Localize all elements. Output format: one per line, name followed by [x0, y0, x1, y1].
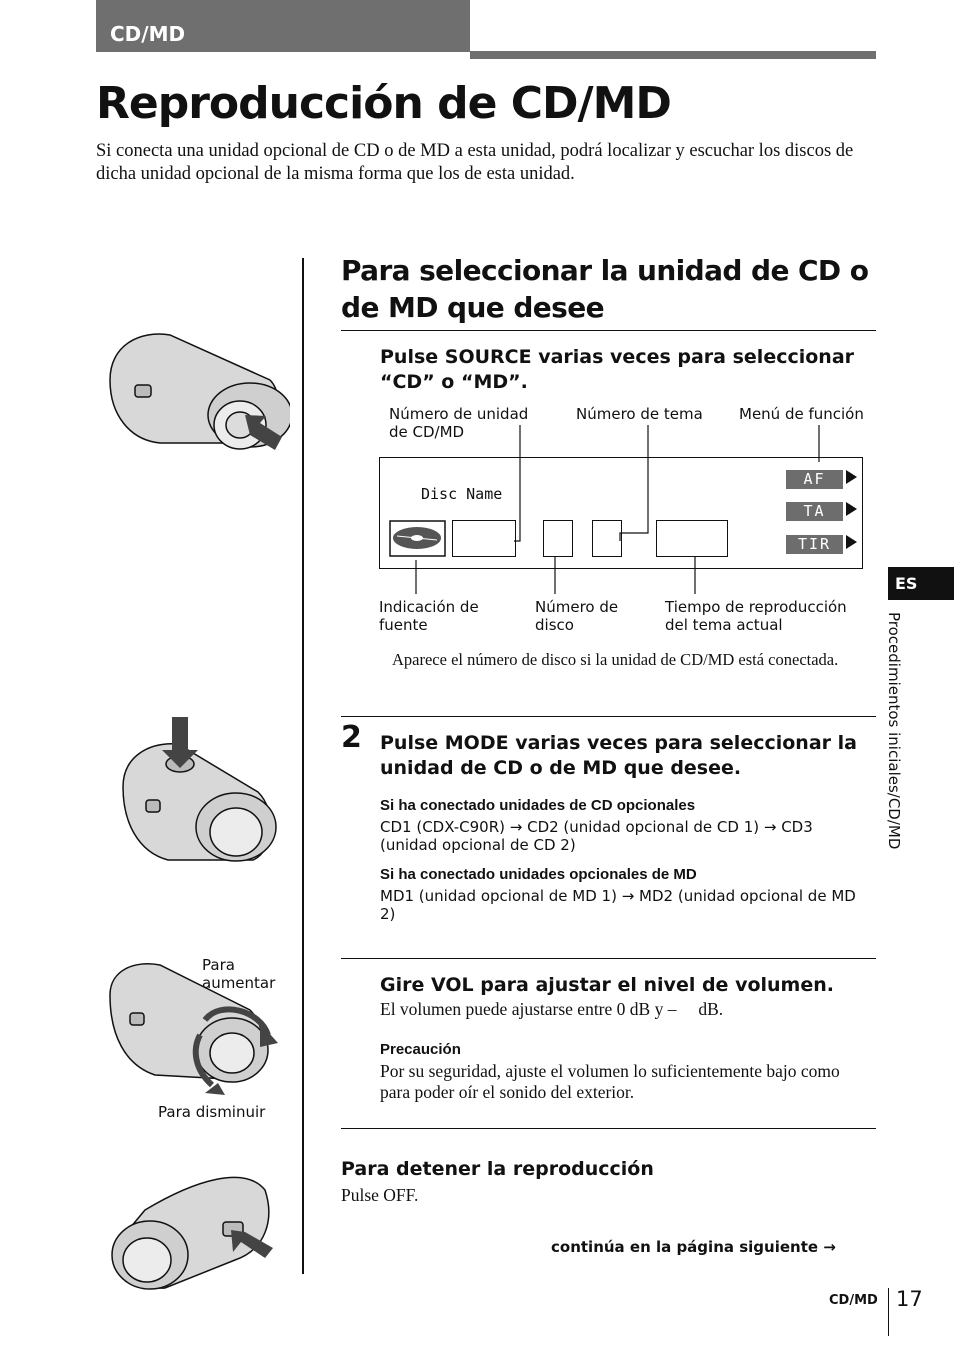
- label-unit-number: Número de unidad de CD/MD: [389, 405, 529, 441]
- label-function-menu: Menú de función: [739, 405, 864, 423]
- section-tab-label: CD/MD: [110, 22, 186, 46]
- column-divider: [302, 258, 304, 1274]
- menu-tir: TIR: [786, 535, 843, 554]
- footer-divider: [888, 1288, 889, 1336]
- step3-text: El volumen puede ajustarse entre 0 dB y – dB.: [380, 999, 724, 1019]
- header-rule: [470, 51, 876, 59]
- stop-text: Pulse OFF.: [341, 1185, 419, 1205]
- caution-heading: Precaución: [380, 1041, 461, 1058]
- section-heading: Para seleccionar la unidad de CD o de MD que desee: [341, 254, 869, 324]
- md-units-heading: Si ha conectado unidades opcionales de MD: [380, 866, 697, 883]
- stop-heading: Para detener la reproducción: [341, 1158, 654, 1180]
- decrease-label: Para disminuir: [158, 1103, 266, 1121]
- increase-label: Para aumentar: [202, 956, 276, 992]
- callout-lines: [379, 420, 879, 600]
- step1-rule: [341, 716, 876, 717]
- menu-ta: TA: [786, 502, 843, 521]
- cd-units-heading: Si ha conectado unidades de CD opcionales: [380, 797, 696, 814]
- menu-af: AF: [786, 470, 843, 489]
- step2-rule: [341, 958, 876, 959]
- language-tab-label: ES: [895, 574, 918, 593]
- off-knob-illustration: [105, 1160, 295, 1295]
- cd-units-text: CD1 (CDX-C90R) → CD2 (unidad opcional de CD 1) → CD3 (unidad opcional de CD 2): [380, 818, 813, 854]
- step2-number: 2: [341, 720, 362, 755]
- label-source-indication: Indicación de fuente: [379, 598, 479, 634]
- caution-text: Por su seguridad, ajuste el volumen lo suficientemente bajo como para poder oír el sonido del exterior.: [380, 1061, 840, 1102]
- step3-number: 3: [341, 968, 362, 1003]
- step3-rule: [341, 1128, 876, 1129]
- step3-title: Gire VOL para ajustar el nivel de volumen.: [380, 974, 834, 996]
- step2-title: Pulse MODE varias veces para seleccionar la unidad de CD o de MD que desee.: [380, 732, 857, 779]
- chapter-side-text: Procedimientos iniciales/CD/MD: [885, 612, 903, 850]
- label-disc-number: Número de disco: [535, 598, 619, 634]
- continue-note: continúa en la página siguiente →: [551, 1238, 836, 1256]
- page-number: 17: [896, 1287, 923, 1311]
- md-units-text: MD1 (unidad opcional de MD 1) → MD2 (unidad opcional de MD 2): [380, 887, 856, 923]
- lcd-disc-name: Disc Name: [421, 485, 503, 503]
- page-title: Reproducción de CD/MD: [96, 78, 671, 129]
- label-playback-time: Tiempo de reproducción del tema actual: [665, 598, 847, 634]
- language-tab: [888, 567, 954, 600]
- step1-note: Aparece el número de disco si la unidad de CD/MD está conectada.: [392, 650, 839, 669]
- chapter-side-label: [885, 612, 903, 877]
- intro-paragraph: Si conecta una unidad opcional de CD o de MD a esta unidad, podrá localizar y escuchar los discos de dicha unidad opcional de la misma forma que los de esta unidad.: [96, 141, 854, 184]
- source-knob-illustration: [100, 325, 290, 455]
- label-track-number: Número de tema: [576, 405, 703, 423]
- step1-number: 1: [341, 348, 362, 383]
- footer-section: CD/MD: [829, 1293, 878, 1308]
- step1-title: Pulse SOURCE varias veces para seleccionar “CD” o “MD”.: [380, 346, 855, 393]
- section-tab: [96, 0, 470, 52]
- mode-knob-illustration: [108, 712, 288, 872]
- section-rule: [341, 330, 876, 331]
